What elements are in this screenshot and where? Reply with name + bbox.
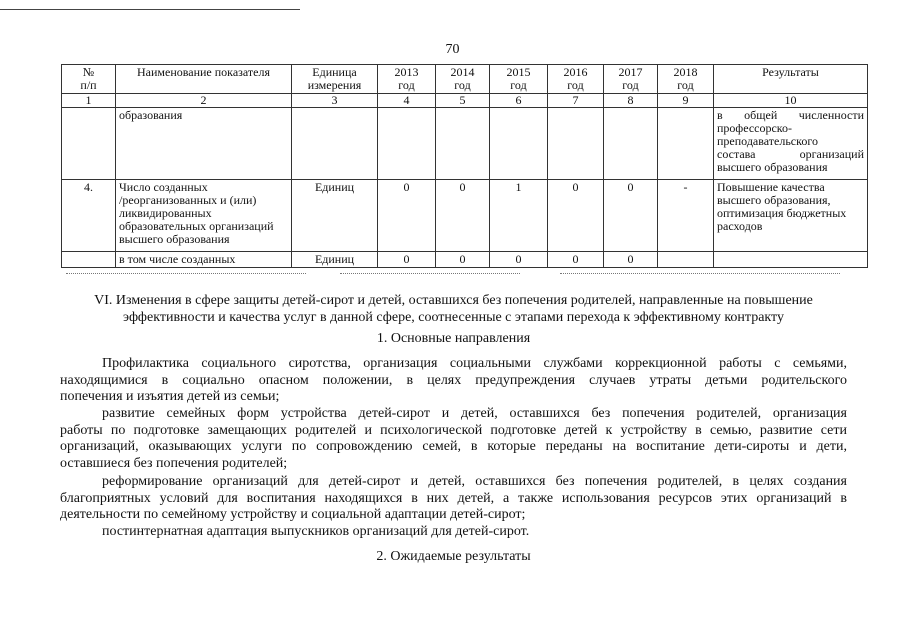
column-number: 9: [658, 94, 714, 108]
cell-num: 4.: [62, 180, 116, 252]
cell-value-2015: 1: [490, 180, 548, 252]
column-number: 8: [604, 94, 658, 108]
header-year-2018: 2018 год: [658, 65, 714, 94]
cell-value-2018: [658, 252, 714, 268]
column-number: 5: [436, 94, 490, 108]
cell-value-2014: 0: [436, 252, 490, 268]
paragraph-post-boarding: постинтернатная адаптация выпускников организаций для детей-сирот.: [102, 524, 530, 539]
cell-value-2016: 0: [548, 252, 604, 268]
cell-value-2017: 0: [604, 252, 658, 268]
column-number: 2: [116, 94, 292, 108]
column-number: 6: [490, 94, 548, 108]
cell-value-2014: 0: [436, 180, 490, 252]
indicators-table: [61, 64, 868, 268]
header-unit: Единица измерения: [292, 65, 378, 94]
cell-value-2016: 0: [548, 180, 604, 252]
column-number: 3: [292, 94, 378, 108]
section-title: VI. Изменения в сфере защиты детей-сирот и детей, оставшихся без попечения родителей, направленные на повышение эффективности и качества услуг в данной сфере, соотнесенные с этапами перехода к эффективному контракту: [94, 293, 813, 325]
column-number-row: [62, 94, 868, 108]
paragraph-family-forms: развитие семейных форм устройства детей-сирот и детей, оставшихся без попечения родителей, организация работы по подготовке замещающих родителей и психологической подготовке детей к устройству в семью, развитие сети организаций, оказывающих услуги по сопровождению семей, в которые переданы на воспитание дети-сироты и дети, оставшиеся без попечения родителей;: [60, 406, 847, 471]
table-row-subitem: [62, 252, 868, 268]
cell-unit: Единиц: [292, 180, 378, 252]
page-number: 70: [445, 42, 460, 57]
cell-value: [548, 108, 604, 180]
header-name: Наименование показателя: [116, 65, 292, 94]
top-border-line: [0, 9, 300, 10]
subheading-main-directions: 1. Основные направления: [376, 331, 531, 346]
table-row-4: [62, 180, 868, 252]
cell-value: [658, 108, 714, 180]
column-number: 1: [62, 94, 116, 108]
cell-unit: Единиц: [292, 252, 378, 268]
dotted-separator: [66, 273, 306, 274]
cell-name: в том числе созданных: [116, 252, 292, 268]
cell-results: Повышение качества высшего образования, оптимизация бюджетных расходов: [714, 180, 868, 252]
dotted-separator: [340, 273, 520, 274]
cell-results: в общей численности профессорско- преподавательского состава организаций высшего образования: [714, 108, 868, 180]
header-year-2017: 2017 год: [604, 65, 658, 94]
header-year-2014: 2014 год: [436, 65, 490, 94]
cell-name: Число созданных /реорганизованных и (или) ликвидированных образовательных организаций высшего образования: [116, 180, 292, 252]
cell-num: [62, 252, 116, 268]
paragraph-prevention: Профилактика социального сиротства, организация социальными службами коррекционной работы с семьями, находящимися в социально опасном положении, в целях предупреждения случаев утраты детьми родительского попечения и изъятия детей из семьи;: [60, 356, 847, 404]
header-year-2016: 2016 год: [548, 65, 604, 94]
cell-value-2013: 0: [378, 180, 436, 252]
cell-value: [604, 108, 658, 180]
cell-value: [490, 108, 548, 180]
subheading-expected-results: 2. Ожидаемые результаты: [376, 549, 531, 564]
cell-value-2013: 0: [378, 252, 436, 268]
cell-num: [62, 108, 116, 180]
paragraph-reform: реформирование организаций для детей-сирот и детей, оставшихся без попечения родителей, в целях создания благоприятных условий для воспитания находящихся в них детей, а также использования ресурсов этих организаций в деятельности по семейному устройству и социальной адаптации детей-сирот;: [60, 474, 847, 522]
column-number: 10: [714, 94, 868, 108]
table-row-continued: [62, 108, 868, 180]
cell-unit: [292, 108, 378, 180]
header-num: № п/п: [62, 65, 116, 94]
table-header-row: [62, 65, 868, 94]
cell-value-2017: 0: [604, 180, 658, 252]
header-year-2013: 2013 год: [378, 65, 436, 94]
cell-value: [436, 108, 490, 180]
column-number: 4: [378, 94, 436, 108]
column-number: 7: [548, 94, 604, 108]
header-results: Результаты: [714, 65, 868, 94]
cell-results: [714, 252, 868, 268]
cell-name: образования: [116, 108, 292, 180]
dotted-separator: [560, 273, 840, 274]
cell-value-2018: -: [658, 180, 714, 252]
header-year-2015: 2015 год: [490, 65, 548, 94]
cell-value: [378, 108, 436, 180]
cell-value-2015: 0: [490, 252, 548, 268]
